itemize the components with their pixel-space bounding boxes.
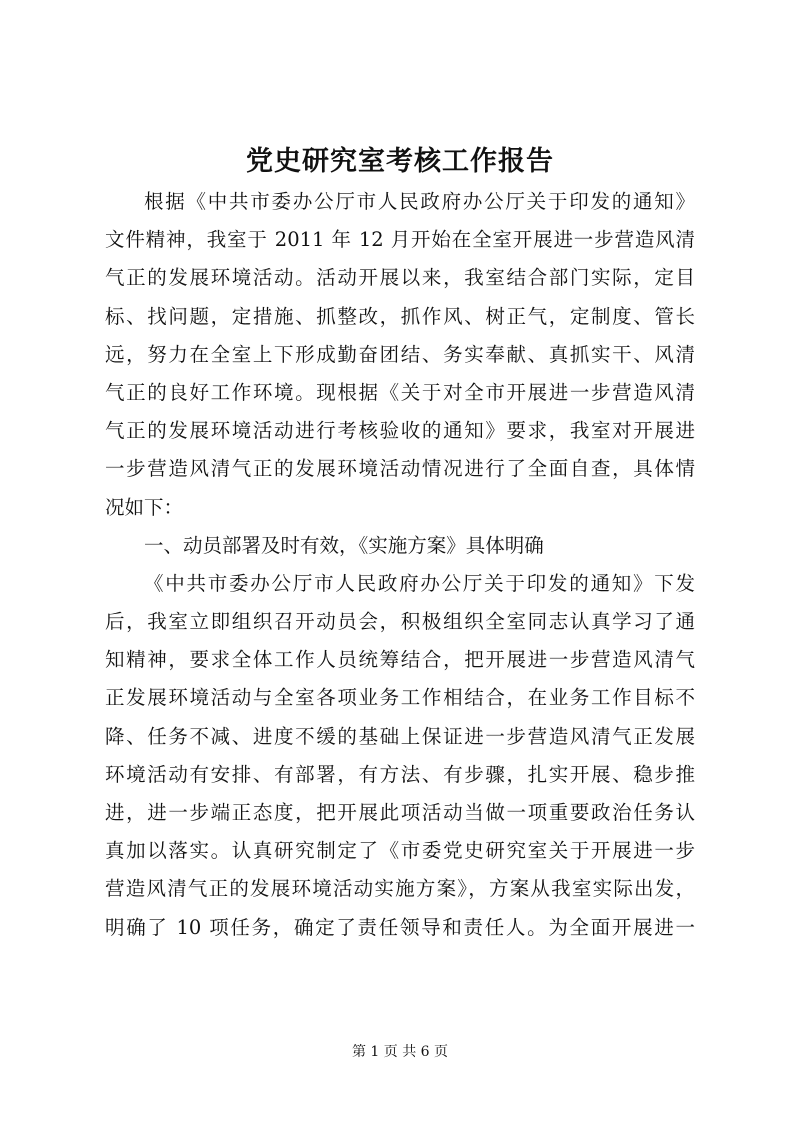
body-line: 明确了 10 项任务，确定了责任领导和责任人。为全面开展进一: [105, 915, 695, 939]
body-line: 知精神，要求全体工作人员统筹结合，把开展进一步营造风清气: [105, 648, 695, 672]
body-line: 根据《中共市委办公厅市人民政府办公厅关于印发的通知》: [144, 190, 695, 213]
body-line: 一步营造风清气正的发展环境活动情况进行了全面自查，具体情: [105, 457, 695, 481]
body-line: 标、找问题，定措施、抓整改，抓作风、树正气，定制度、管长: [105, 304, 695, 328]
body-line: 气正的良好工作环境。现根据《关于对全市开展进一步营造风清: [105, 380, 695, 404]
body-line: 气正的发展环境活动。活动开展以来，我室结合部门实际，定目: [105, 266, 695, 290]
page-footer: 第 1 页 共 6 页: [351, 1044, 449, 1060]
body-line: 降、任务不减、进度不缓的基础上保证进一步营造风清气正发展: [105, 724, 695, 748]
body-line: 气正的发展环境活动进行考核验收的通知》要求，我室对开展进: [105, 419, 695, 443]
body-line: 环境活动有安排、有部署，有方法、有步骤，扎实开展、稳步推: [105, 762, 695, 786]
body-line: 正发展环境活动与全室各项业务工作相结合，在业务工作目标不: [105, 686, 695, 710]
body-line: 进，进一步端正态度，把开展此项活动当做一项重要政治任务认: [105, 801, 695, 824]
body-line: 营造风清气正的发展环境活动实施方案》，方案从我室实际出发，: [105, 877, 695, 901]
document-title: 党史研究室考核工作报告: [246, 146, 554, 177]
body-line: 远，努力在全室上下形成勤奋团结、务实奉献、真抓实干、风清: [105, 342, 695, 366]
body-line: 文件精神，我室于 2011 年 12 月开始在全室开展进一步营造风清: [105, 228, 695, 252]
body-line: 《中共市委办公厅市人民政府办公厅关于印发的通知》下发: [144, 571, 695, 595]
section-heading: 一、动员部署及时有效，《实施方案》具体明确: [144, 533, 544, 557]
body-line: 况如下：: [105, 495, 184, 519]
body-line: 真加以落实。认真研究制定了《市委党史研究室关于开展进一步: [105, 839, 695, 863]
document-body: [105, 183, 695, 947]
body-line: 后，我室立即组织召开动员会，积极组织全室同志认真学习了通: [105, 610, 695, 634]
